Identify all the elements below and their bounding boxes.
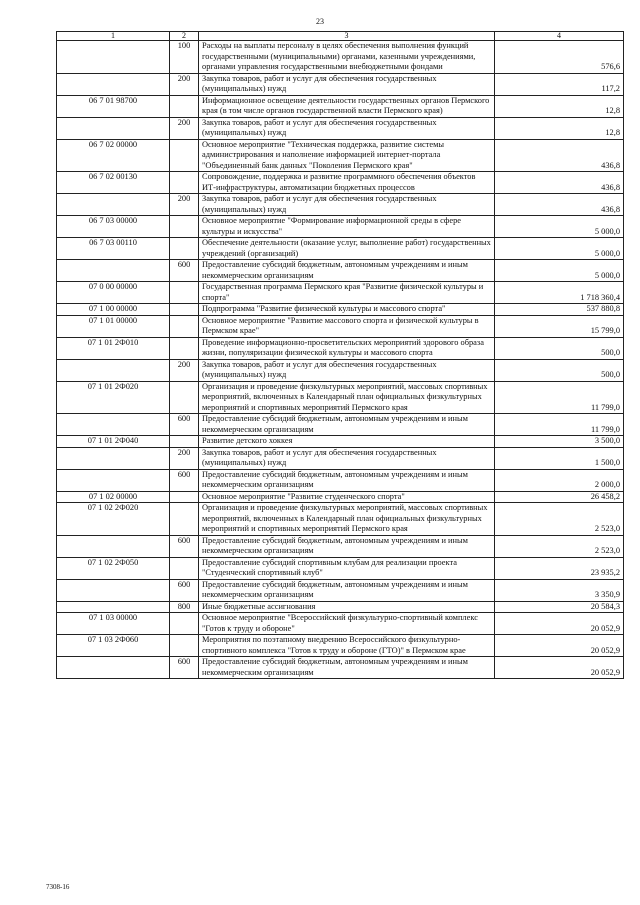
row-amount: 2 523,0 [495,535,624,557]
row-amount: 500,0 [495,359,624,381]
row-amount: 11 799,0 [495,414,624,436]
row-amount: 12,8 [495,95,624,117]
row-amount: 436,8 [495,172,624,194]
header-col-2: 2 [170,32,199,41]
table-row [57,579,624,601]
row-amount: 436,8 [495,139,624,172]
row-code [57,41,170,74]
row-code: 07 1 03 2Ф060 [57,635,170,657]
row-amount: 20 052,9 [495,635,624,657]
table-row [57,41,624,74]
row-code: 07 1 02 2Ф050 [57,557,170,579]
row-expense-type [170,216,199,238]
table-row [57,601,624,613]
row-amount: 576,6 [495,41,624,74]
row-amount: 3 500,0 [495,436,624,448]
row-amount: 3 350,9 [495,579,624,601]
row-expense-type [170,613,199,635]
row-description: Сопровождение, поддержка и развитие программного обеспечения объектов ИТ-инфраструктуры, автоматизации бюджетных процессов [199,172,495,194]
row-expense-type [170,304,199,316]
row-amount: 1 718 360,4 [495,282,624,304]
table-row [57,469,624,491]
row-code [57,601,170,613]
row-amount: 2 000,0 [495,469,624,491]
row-description: Предоставление субсидий бюджетным, автономным учреждениям и иным некоммерческим организациям [199,414,495,436]
row-description: Предоставление субсидий спортивным клубам для реализации проекта "Студенческий спортивный клуб" [199,557,495,579]
row-expense-type: 600 [170,535,199,557]
row-code [57,359,170,381]
table-row [57,436,624,448]
table-row [57,635,624,657]
row-code: 06 7 02 00130 [57,172,170,194]
table-row [57,216,624,238]
row-expense-type [170,635,199,657]
row-description: Закупка товаров, работ и услуг для обеспечения государственных (муниципальных) нужд [199,194,495,216]
header-col-4: 4 [495,32,624,41]
row-code: 06 7 03 00000 [57,216,170,238]
row-code [57,447,170,469]
row-description: Мероприятия по поэтапному внедрению Всероссийского физкультурно-спортивного комплекса "Готов к труду и обороне (ГТО)" в Пермском крае [199,635,495,657]
row-description: Предоставление субсидий бюджетным, автономным учреждениям и иным некоммерческим организациям [199,535,495,557]
row-description: Организация и проведение физкультурных мероприятий, массовых спортивных мероприятий, включенных в Календарный план официальных физкультурных мероприятий и спортивных мероприятий Пермского края [199,503,495,536]
row-description: Организация и проведение физкультурных мероприятий, массовых спортивных мероприятий, включенных в Календарный план официальных физкультурных мероприятий и спортивных мероприятий Пермского края [199,381,495,414]
row-amount: 117,2 [495,73,624,95]
row-expense-type: 800 [170,601,199,613]
row-expense-type [170,381,199,414]
row-description: Развитие детского хоккея [199,436,495,448]
row-code [57,194,170,216]
row-amount: 11 799,0 [495,381,624,414]
table-row [57,304,624,316]
table-row [57,613,624,635]
row-amount: 2 523,0 [495,503,624,536]
row-code: 07 1 01 2Ф010 [57,337,170,359]
row-description: Информационное освещение деятельности государственных органов Пермского края (в том числе органов государственной власти Пермского края) [199,95,495,117]
row-amount: 5 000,0 [495,216,624,238]
table-row [57,447,624,469]
row-expense-type [170,95,199,117]
table-row [57,282,624,304]
row-expense-type [170,436,199,448]
row-code [57,579,170,601]
row-expense-type [170,503,199,536]
table-row [57,359,624,381]
table-row [57,139,624,172]
table-row [57,238,624,260]
row-code: 06 7 03 00110 [57,238,170,260]
row-expense-type: 200 [170,447,199,469]
row-code [57,535,170,557]
row-expense-type: 100 [170,41,199,74]
table-row [57,172,624,194]
table-row [57,337,624,359]
row-amount: 23 935,2 [495,557,624,579]
table-row [57,491,624,503]
table-row [57,657,624,679]
row-expense-type [170,315,199,337]
row-amount: 1 500,0 [495,447,624,469]
table-row [57,315,624,337]
row-expense-type [170,238,199,260]
table-header-row [57,32,624,41]
table-body [57,41,624,679]
row-expense-type [170,282,199,304]
row-code: 07 0 00 00000 [57,282,170,304]
row-expense-type: 600 [170,260,199,282]
row-code [57,260,170,282]
row-code: 06 7 01 98700 [57,95,170,117]
row-description: Предоставление субсидий бюджетным, автономным учреждениям и иным некоммерческим организациям [199,579,495,601]
row-amount: 20 052,9 [495,657,624,679]
row-expense-type: 200 [170,73,199,95]
row-description: Закупка товаров, работ и услуг для обеспечения государственных (муниципальных) нужд [199,73,495,95]
row-description: Предоставление субсидий бюджетным, автономным учреждениям и иным некоммерческим организациям [199,469,495,491]
document-footer-code: 7308-16 [46,883,70,891]
row-description: Основное мероприятие "Развитие студенческого спорта" [199,491,495,503]
row-code: 06 7 02 00000 [57,139,170,172]
row-description: Закупка товаров, работ и услуг для обеспечения государственных (муниципальных) нужд [199,359,495,381]
row-amount: 537 880,8 [495,304,624,316]
row-expense-type [170,139,199,172]
row-description: Государственная программа Пермского края "Развитие физической культуры и спорта" [199,282,495,304]
row-code [57,117,170,139]
row-amount: 5 000,0 [495,260,624,282]
budget-table [56,31,624,679]
row-expense-type: 200 [170,117,199,139]
row-expense-type: 600 [170,579,199,601]
row-description: Предоставление субсидий бюджетным, автономным учреждениям и иным некоммерческим организациям [199,657,495,679]
row-description: Основное мероприятие "Формирование информационной среды в сфере культуры и искусства" [199,216,495,238]
row-amount: 500,0 [495,337,624,359]
table-row [57,381,624,414]
table-row [57,557,624,579]
table-row [57,535,624,557]
row-amount: 15 799,0 [495,315,624,337]
row-description: Иные бюджетные ассигнования [199,601,495,613]
row-description: Закупка товаров, работ и услуг для обеспечения государственных (муниципальных) нужд [199,447,495,469]
row-description: Основное мероприятие "Техническая поддержка, развитие системы администрирования и наполнение информацией интернет-портала "Объединенный банк данных "Поколения Пермского края" [199,139,495,172]
row-code [57,469,170,491]
row-code [57,414,170,436]
row-description: Подпрограмма "Развитие физической культуры и массового спорта" [199,304,495,316]
row-expense-type [170,557,199,579]
row-description: Основное мероприятие "Развитие массового спорта и физической культуры в Пермском крае" [199,315,495,337]
page-number: 23 [316,17,324,26]
table-row [57,73,624,95]
row-expense-type [170,491,199,503]
row-code: 07 1 01 00000 [57,315,170,337]
row-code: 07 1 02 00000 [57,491,170,503]
row-code: 07 1 03 00000 [57,613,170,635]
row-code: 07 1 02 2Ф020 [57,503,170,536]
row-expense-type: 200 [170,359,199,381]
row-description: Проведение информационно-просветительских мероприятий здорового образа жизни, популяризации физической культуры и массового спорта [199,337,495,359]
row-expense-type [170,172,199,194]
row-code: 07 1 00 00000 [57,304,170,316]
row-amount: 12,8 [495,117,624,139]
header-col-1: 1 [57,32,170,41]
table-row [57,117,624,139]
row-description: Основное мероприятие "Всероссийский физкультурно-спортивный комплекс "Готов к труду и обороне" [199,613,495,635]
table-row [57,503,624,536]
row-amount: 436,8 [495,194,624,216]
row-expense-type: 200 [170,194,199,216]
row-description: Обеспечение деятельности (оказание услуг, выполнение работ) государственных учреждений (организаций) [199,238,495,260]
row-code [57,73,170,95]
table-row [57,95,624,117]
row-expense-type: 600 [170,469,199,491]
row-description: Расходы на выплаты персоналу в целях обеспечения выполнения функций государственными (муниципальными) органами, казенными учреждениями, органами управления государственными внебюджетными фондами [199,41,495,74]
row-code: 07 1 01 2Ф020 [57,381,170,414]
row-amount: 26 458,2 [495,491,624,503]
row-description: Закупка товаров, работ и услуг для обеспечения государственных (муниципальных) нужд [199,117,495,139]
row-amount: 5 000,0 [495,238,624,260]
table-row [57,194,624,216]
table-row [57,414,624,436]
row-amount: 20 584,3 [495,601,624,613]
row-code: 07 1 01 2Ф040 [57,436,170,448]
header-col-3: 3 [199,32,495,41]
table-row [57,260,624,282]
row-description: Предоставление субсидий бюджетным, автономным учреждениям и иным некоммерческим организациям [199,260,495,282]
row-expense-type [170,337,199,359]
row-code [57,657,170,679]
row-amount: 20 052,9 [495,613,624,635]
row-expense-type: 600 [170,414,199,436]
row-expense-type: 600 [170,657,199,679]
